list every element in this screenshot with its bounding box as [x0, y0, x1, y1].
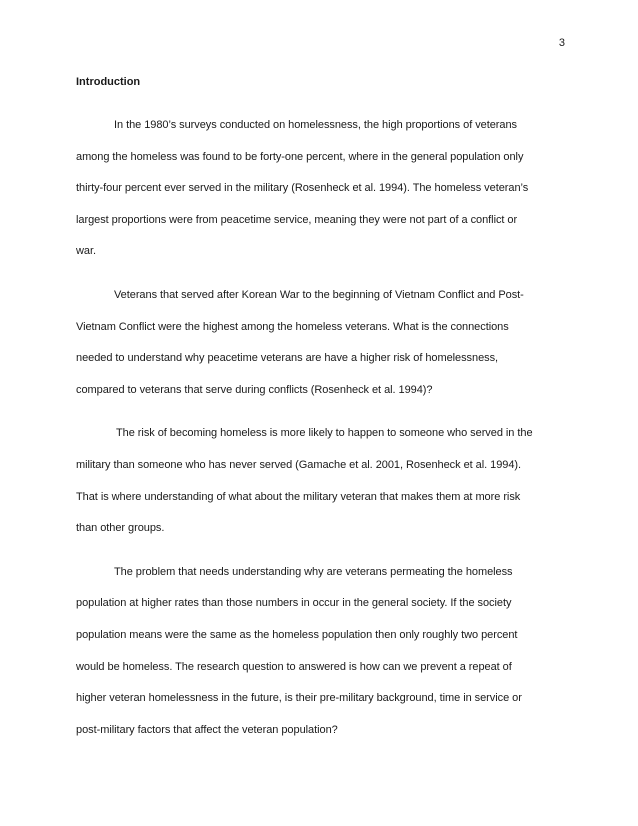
page-number: 3: [558, 37, 565, 49]
paragraph-line: thirty-four percent ever served in the military (Rosenheck et al. 1994). The homeless veteran’s: [76, 182, 529, 195]
paragraph-line: among the homeless was found to be forty-one percent, where in the general population only: [76, 150, 524, 163]
section-heading: Introduction: [76, 76, 141, 88]
paragraph-line: That is where understanding of what about the military veteran that makes them at more risk: [76, 490, 521, 503]
paragraph-3: [76, 418, 562, 544]
paragraph-line: needed to understand why peacetime veterans are have a higher risk of homelessness,: [76, 352, 499, 365]
paragraph-line: post-military factors that affect the veteran population?: [76, 723, 338, 736]
paragraph-line: Veterans that served after Korean War to the beginning of Vietnam Conflict and Post-: [114, 288, 524, 301]
paragraph-2: [76, 280, 562, 406]
paragraph-line: Vietnam Conflict were the highest among the homeless veterans. What is the connections: [76, 320, 509, 333]
paragraph-line: population at higher rates than those numbers in occur in the general society. If the society: [76, 597, 512, 610]
paragraph-line: The risk of becoming homeless is more likely to happen to someone who served in the: [116, 427, 533, 440]
paragraph-line: military than someone who has never served (Gamache et al. 2001, Rosenheck et al. 1994).: [76, 458, 522, 471]
paragraph-1: [76, 110, 562, 268]
paragraph-line: compared to veterans that serve during conflicts (Rosenheck et al. 1994)?: [76, 383, 433, 396]
document-body: [76, 110, 562, 758]
paragraph-4: [76, 557, 562, 747]
paragraph-line: would be homeless. The research question to answered is how can we prevent a repeat of: [76, 660, 512, 673]
paragraph-line: higher veteran homelessness in the future, is their pre-military background, time in service or: [76, 692, 522, 705]
paragraph-line: largest proportions were from peacetime service, meaning they were not part of a conflict or: [76, 213, 518, 226]
paragraph-line: The problem that needs understanding why are veterans permeating the homeless: [114, 565, 513, 578]
paragraph-line: than other groups.: [76, 522, 165, 535]
paragraph-line: war.: [76, 245, 96, 258]
paragraph-line: population means were the same as the homeless population then only roughly two percent: [76, 628, 518, 641]
paragraph-line: In the 1980’s surveys conducted on homelessness, the high proportions of veterans: [114, 119, 517, 131]
